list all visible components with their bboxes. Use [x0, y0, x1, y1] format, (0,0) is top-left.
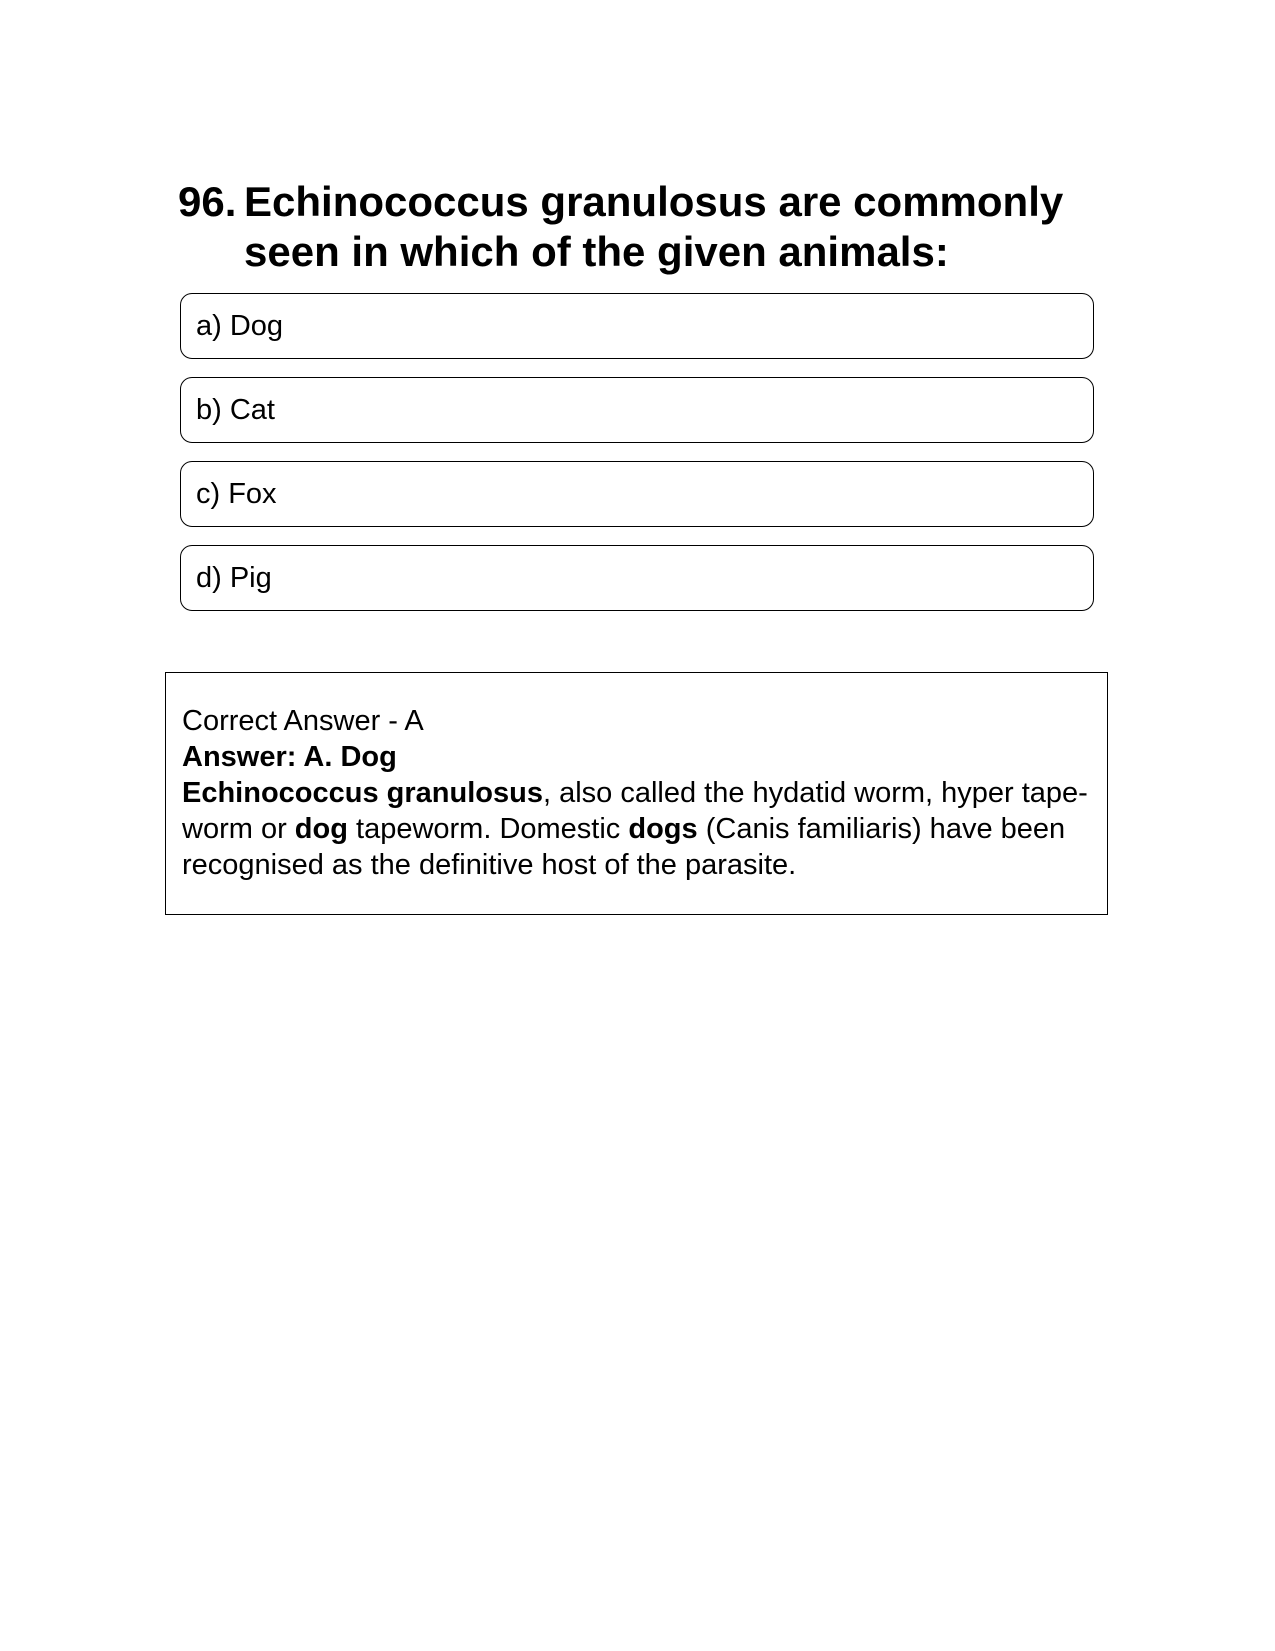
answer-box	[165, 672, 1108, 915]
explanation-text-3: (Canis familiaris) have been recognised as the definitive host of the parasite.	[182, 813, 1066, 881]
explanation-text-1: , also called the hydatid worm, hyper tape-worm or	[182, 777, 1088, 845]
correct-answer-line: Correct Answer - A	[182, 705, 424, 737]
question-text: Echinococcus granulosus are commonly seen in which of the given animals:	[244, 178, 1064, 275]
option-a[interactable]: a) Dog	[180, 293, 1094, 359]
option-b[interactable]: b) Cat	[180, 377, 1094, 443]
question	[178, 177, 1098, 277]
explanation-text-2: tapeworm. Domestic	[347, 813, 629, 845]
question-number: 96.	[178, 178, 237, 225]
option-d[interactable]: d) Pig	[180, 545, 1094, 611]
explanation-dog: dog	[294, 813, 348, 845]
explanation-term: Echinococcus granulosus	[182, 777, 543, 809]
option-c[interactable]: c) Fox	[180, 461, 1094, 527]
explanation	[182, 775, 1091, 883]
explanation-dogs: dogs	[628, 813, 698, 845]
answer-line: Answer: A. Dog	[182, 741, 397, 773]
